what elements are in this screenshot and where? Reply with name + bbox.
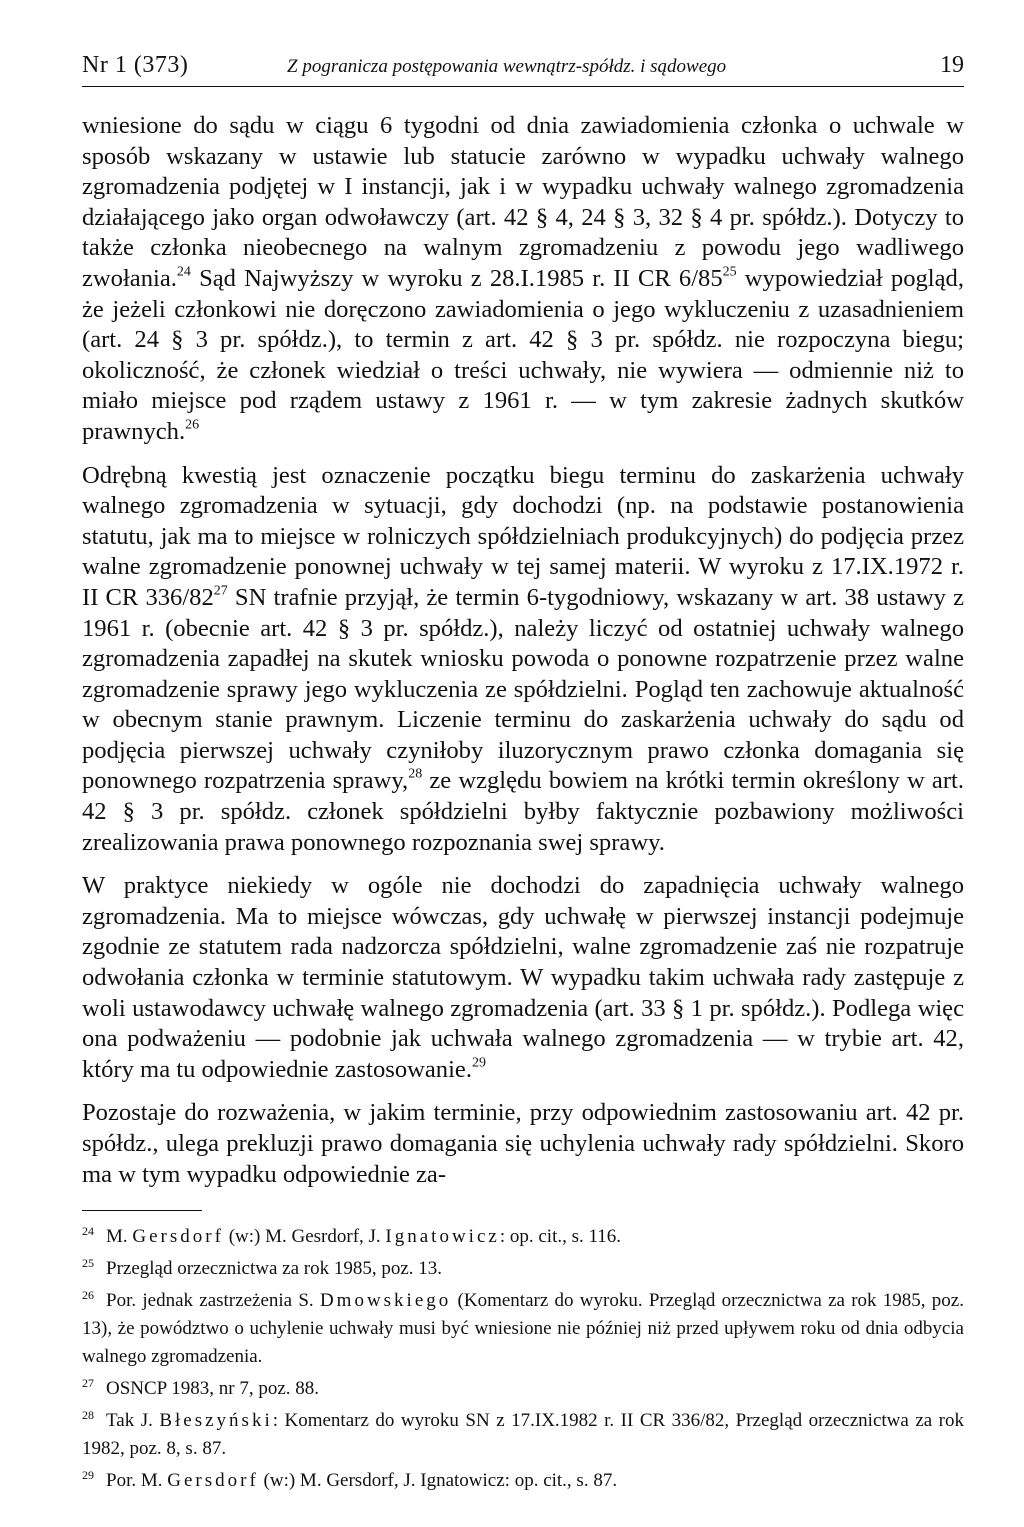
footnote-ref: 27 (213, 583, 228, 599)
page (82, 50, 964, 1499)
footnote-text: (Komentarz do wyroku. Przegląd orzecznictwa za rok 1985, poz. 13), że powództwo o uchylenie uchwały musi być wniesione nie później niż przed upływem roku od dnia odbycia walnego zgromadzenia. (82, 1290, 964, 1368)
footnote-text: Przegląd orzecznictwa za rok 1985, poz. 13. (106, 1258, 443, 1280)
text-run: ze względu bowiem na krótki termin określony w art. 42 § 3 pr. spółdz. członek spółdzielni byłby faktycznie pozbawiony możliwości zrealizowania prawa ponownego rozpoznania swej sprawy. (82, 767, 965, 856)
author-name: Gersdorf (132, 1226, 224, 1248)
footnote (82, 1287, 964, 1371)
footnote-ref: 26 (185, 417, 200, 433)
paragraph (82, 111, 964, 448)
paragraph (82, 461, 964, 859)
footnote-number: 29 (82, 1468, 94, 1482)
footnote (82, 1407, 964, 1463)
footnote-ref: 29 (472, 1055, 486, 1071)
text-run: Odrębną kwestią jest oznaczenie początku biegu terminu do zaskarżenia uchwały walnego zgromadzenia w sytuacji, gdy dochodzi (np. na podstawie postanowienia statutu, jak ma to miejsce w rolniczych spółdzielniach produkcyjnych) do podjęcia przez walne zgromadzenie ponownej uchwały w tej samej materii. W wyroku z 17.IX.1972 r. II CR 336/82 (82, 461, 964, 611)
footnote-text: M. (106, 1226, 133, 1248)
footnote-ref: 28 (408, 766, 423, 782)
footnote-ref: 25 (722, 264, 737, 280)
running-header (82, 50, 964, 87)
page-number: 19 (940, 52, 964, 78)
text-run: Pozostaje do rozważenia, w jakim terminie, przy odpowiednim zastosowaniu art. 42 pr. spółdz., ulega prekluzji prawo domagania się uchylenia uchwały rady spółdzielni. Skoro ma w tym wypadku odpowiednie za- (82, 1099, 964, 1188)
running-title: Z pogranicza postępowania wewnątrz-spółdz. i sądowego (287, 56, 727, 77)
footnote-number: 27 (82, 1376, 94, 1390)
footnote-divider (82, 1210, 202, 1211)
footnote (82, 1467, 964, 1495)
footnote (82, 1375, 964, 1403)
footnotes (82, 1223, 964, 1495)
footnote-text: Por. M. (106, 1470, 168, 1492)
text-run: wniesione do sądu w ciągu 6 tygodni od dnia zawiadomienia członka o uchwale w sposób wskazany w ustawie lub statucie zarówno w wypadku uchwały walnego zgromadzenia podjętej w I instancji, jak i w wypadku uchwały walnego zgromadzenia działającego jako organ odwoławczy (art. 42 § 4, 24 § 3, 32 § 4 pr. spółdz.). Dotyczy to także członka nieobecnego na walnym zgromadzeniu z powodu jego wadliwego zwołania. (82, 112, 964, 292)
footnote-text: OSNCP 1983, nr 7, poz. 88. (106, 1378, 320, 1400)
footnote-text: Por. jednak zastrzeżenia S. (106, 1290, 320, 1312)
body-text (82, 111, 964, 1190)
footnote-number: 26 (82, 1288, 94, 1302)
author-name: Dmowskiego (319, 1290, 452, 1312)
paragraph (82, 1098, 964, 1190)
footnote-text: Tak J. (106, 1410, 160, 1432)
paragraph (82, 871, 964, 1085)
footnote-number: 28 (82, 1408, 94, 1422)
footnote-text: : Komentarz do wyroku SN z 17.IX.1982 r. II CR 336/82, Przegląd orzecznictwa za rok 1982, poz. 8, s. 87. (82, 1410, 964, 1460)
text-run: wypowiedział pogląd, że jeżeli członkowi nie doręczono zawiadomienia o jego wykluczeniu z uzasadnieniem (art. 24 § 3 pr. spółdz.), to termin z art. 42 § 3 pr. spółdz. nie rozpoczyna biegu; okoliczność, że członek wiedział o treści uchwały, nie wywiera — odmiennie niż to miało miejsce pod rządem ustawy z 1961 r. — w tym zakresie żadnych skutków prawnych. (82, 264, 964, 445)
author-name: Błeszyński (159, 1410, 273, 1432)
author-name: Ignatowicz (385, 1226, 500, 1248)
footnote-number: 25 (82, 1256, 94, 1270)
footnote-ref: 24 (176, 264, 191, 280)
footnote (82, 1255, 964, 1283)
text-run: SN trafnie przyjął, że termin 6-tygodniowy, wskazany w art. 38 ustawy z 1961 r. (obecnie art. 42 § 3 pr. spółdz.), należy liczyć od ostatniej uchwały walnego zgromadzenia zapadłej na skutek wniosku powoda o ponowne rozpatrzenie przez walne zgromadzenie sprawy jego wykluczenia ze spółdzielni. Pogląd ten zachowuje aktualność w obecnym stanie prawnym. Liczenie terminu do zaskarżenia uchwały do sądu od podjęcia pierwszej uchwały czyniłoby iluzorycznym prawo członka domagania się ponownego rozpatrzenia sprawy, (82, 583, 964, 795)
footnote (82, 1223, 964, 1251)
footnote-text: (w:) M. Gersdorf, J. Ignatowicz: op. cit., s. 87. (258, 1470, 618, 1492)
issue-number: Nr 1 (373) (82, 52, 189, 78)
footnote-number: 24 (82, 1224, 94, 1238)
footnote-text: (w:) M. Gesrdorf, J. (223, 1226, 386, 1248)
text-run: W praktyce niekiedy w ogóle nie dochodzi do zapadnięcia uchwały walnego zgromadzenia. Ma to miejsce wówczas, gdy uchwałę w pierwszej instancji podejmuje zgodnie ze statutem rada nadzorcza spółdzielni, walne zgromadzenie zaś nie rozpatruje odwołania członka w terminie statutowym. W wypadku takim uchwała rady zastępuje z woli ustawodawcy uchwałę walnego zgromadzenia (art. 33 § 1 pr. spółdz.). Podlega więc ona podważeniu — podobnie jak uchwała walnego zgromadzenia — w trybie art. 42, który ma tu odpowiednie zastosowanie. (82, 872, 964, 1083)
text-run: Sąd Najwyższy w wyroku z 28.I.1985 r. II CR 6/85 (190, 264, 723, 292)
footnote-text: : op. cit., s. 116. (499, 1226, 622, 1248)
author-name: Gersdorf (167, 1470, 259, 1492)
